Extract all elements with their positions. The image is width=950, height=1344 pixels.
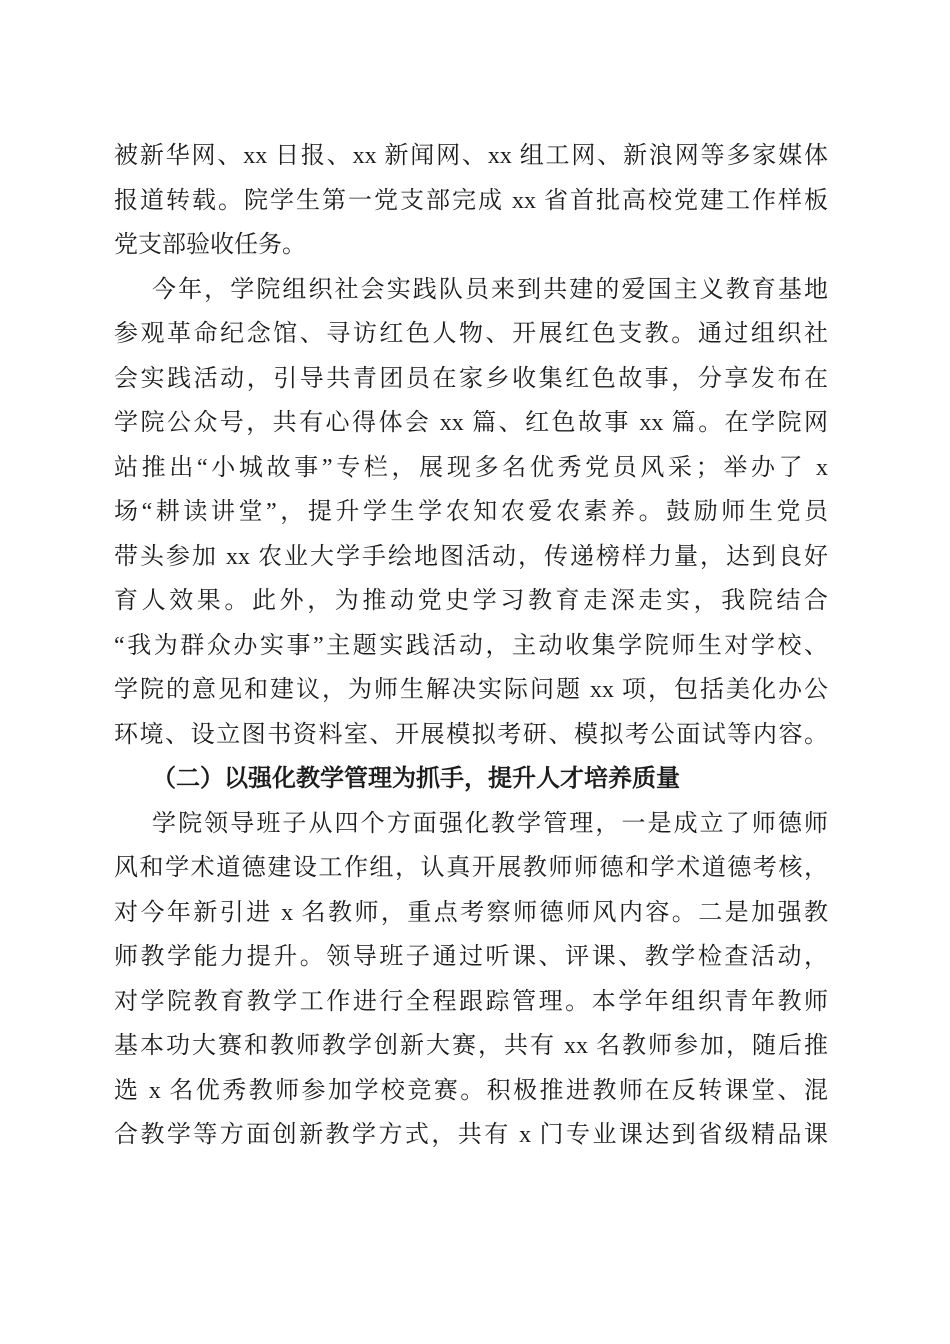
paragraph-teaching-management xyxy=(114,802,828,1158)
text-line: 环境、设立图书资料室、开展模拟考研、模拟考公面试等内容。 xyxy=(114,721,828,748)
text-line: 参观革命纪念馆、寻访红色人物、开展红色支教。通过组织社 xyxy=(114,321,828,347)
text-line: 对今年新引进 x 名教师，重点考察师德师风内容。二是加强教 xyxy=(114,899,828,926)
text-line: 站推出“小城故事”专栏，展现多名优秀党员风采；举办了 x xyxy=(114,454,828,481)
text-line: 会实践活动，引导共青团员在家乡收集红色故事，分享发布在 xyxy=(114,365,828,392)
text-line: 师教学能力提升。领导班子通过听课、评课、教学检查活动， xyxy=(114,944,828,970)
heading-section-two xyxy=(114,757,828,802)
text-line: 学院的意见和建议，为师生解决实际问题 xx 项，包括美化办公 xyxy=(114,677,828,703)
paragraph-social-practice xyxy=(114,268,828,758)
text-line: （二）以强化教学管理为抓手，提升人才培养质量 xyxy=(152,766,680,792)
text-line: 学院领导班子从四个方面强化教学管理，一是成立了师德师 xyxy=(152,810,828,837)
text-line: 被新华网、xx 日报、xx 新闻网、xx 组工网、新浪网等多家媒体 xyxy=(114,143,828,169)
text-line: 对学院教育教学工作进行全程跟踪管理。本学年组织青年教师 xyxy=(114,988,828,1015)
text-line: 风和学术道德建设工作组，认真开展教师师德和学术道德考核， xyxy=(114,855,828,881)
text-line: 党支部验收任务。 xyxy=(114,232,306,258)
text-line: 基本功大赛和教师教学创新大赛，共有 xx 名教师参加，随后推 xyxy=(114,1033,828,1059)
text-line: 育人效果。此外，为推动党史学习教育走深走实，我院结合 xyxy=(114,588,828,614)
text-line: 带头参加 xx 农业大学手绘地图活动，传递榜样力量，达到良好 xyxy=(114,543,828,570)
paragraph-media-coverage xyxy=(114,134,828,268)
text-line: 今年，学院组织社会实践队员来到共建的爱国主义教育基地 xyxy=(152,276,828,303)
text-line: 学院公众号，共有心得体会 xx 篇、红色故事 xx 篇。在学院网 xyxy=(114,410,828,436)
text-line: 场“耕读讲堂”，提升学生学农知农爱农素养。鼓励师生党员 xyxy=(114,499,828,525)
text-line: “我为群众办实事”主题实践活动，主动收集学院师生对学校、 xyxy=(114,632,828,659)
text-line: 合教学等方面创新教学方式，共有 x 门专业课达到省级精品课 xyxy=(114,1122,828,1148)
text-line: 选 x 名优秀教师参加学校竞赛。积极推进教师在反转课堂、混 xyxy=(114,1077,828,1104)
text-line: 报道转载。院学生第一党支部完成 xx 省首批高校党建工作样板 xyxy=(114,187,828,214)
document-body xyxy=(114,134,828,1158)
